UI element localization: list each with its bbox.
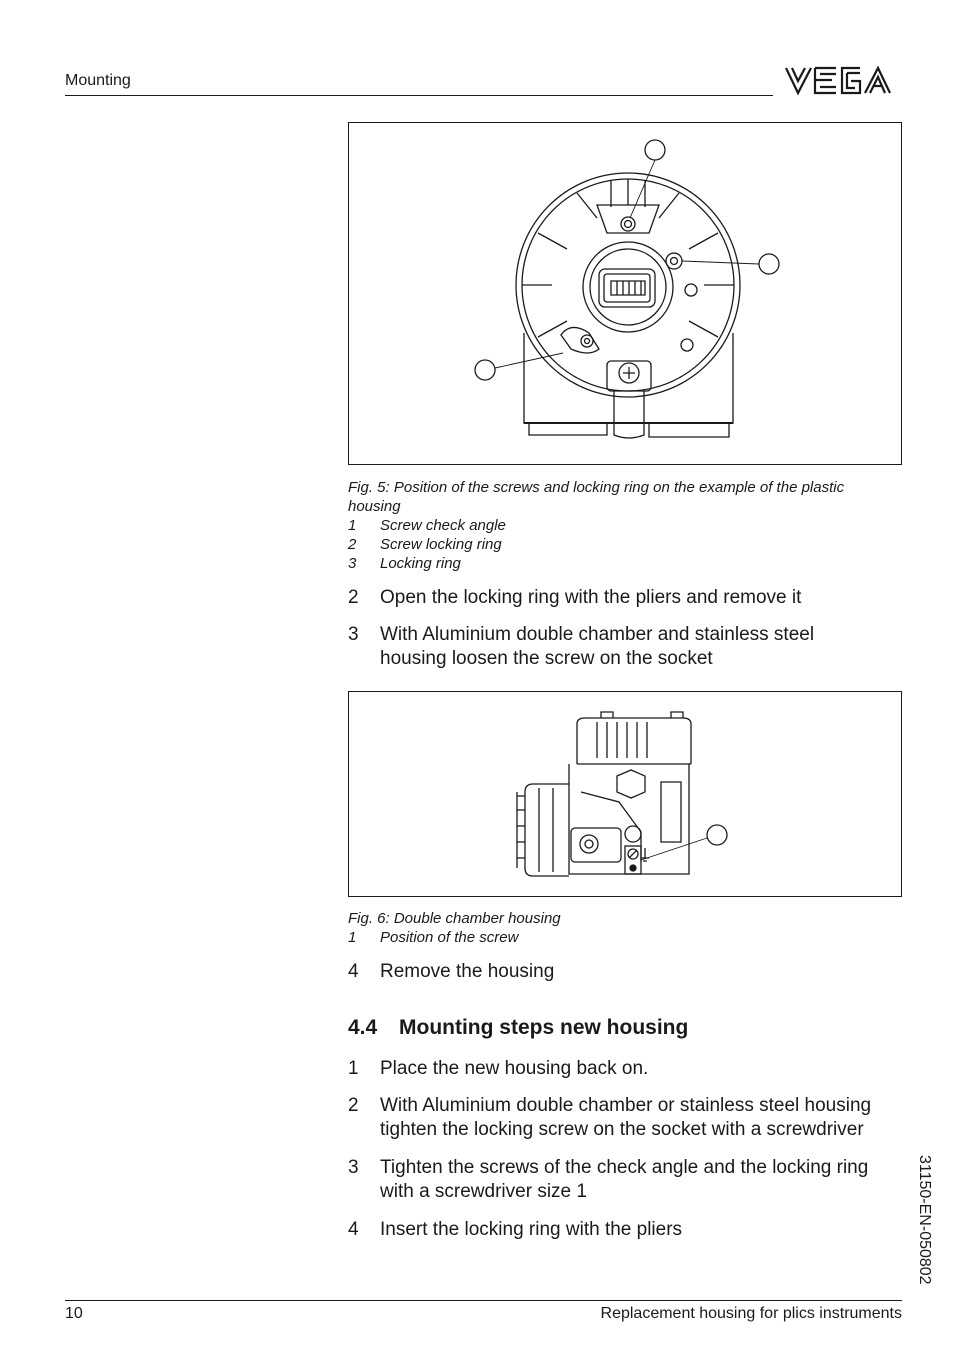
header-rule	[65, 95, 773, 96]
step-text: Insert the locking ring with the pliers	[380, 1219, 683, 1240]
step-number: 1	[348, 1058, 359, 1079]
housing-top-view-illustration	[349, 123, 901, 464]
step-item	[348, 623, 904, 671]
step-text: Tighten the screws of the check angle and the locking ring with a screwdriver size 1	[380, 1157, 869, 1202]
figure-5-legend-item	[348, 535, 902, 554]
step-number: 4	[348, 1219, 359, 1240]
step-text: Open the locking ring with the pliers and remove it	[380, 587, 802, 608]
step-item	[348, 1218, 904, 1242]
legend-number: 2	[348, 536, 357, 553]
legend-text: Screw locking ring	[380, 536, 502, 553]
vega-logo	[784, 62, 902, 98]
legend-number: 3	[348, 555, 357, 572]
figure-6-caption: Fig. 6: Double chamber housing	[348, 910, 561, 927]
footer-title: Replacement housing for plics instruments	[600, 1305, 902, 1322]
figure-6-legend-item	[348, 928, 902, 947]
section-heading	[348, 1016, 904, 1044]
figure-5-caption-line-2: housing	[348, 498, 401, 515]
section-number: 4.4	[348, 1016, 378, 1039]
document-number: 31150-EN-050802	[916, 1155, 933, 1285]
figure-5-plastic-housing	[348, 122, 902, 465]
step-item	[348, 960, 904, 984]
figure-5-legend-item	[348, 554, 902, 573]
step-number: 2	[348, 587, 359, 608]
step-text: With Aluminium double chamber and stainless steel housing loosen the screw on the socket	[380, 624, 815, 669]
step-number: 2	[348, 1095, 359, 1116]
step-text: Remove the housing	[380, 961, 555, 982]
step-item	[348, 1094, 904, 1142]
double-chamber-side-view-illustration	[349, 692, 901, 896]
footer-rule	[65, 1300, 902, 1301]
figure-5-caption	[348, 478, 902, 516]
step-item	[348, 586, 904, 610]
page-number: 10	[65, 1305, 83, 1322]
running-header: Mounting	[65, 72, 131, 89]
legend-text: Locking ring	[380, 555, 461, 572]
step-item	[348, 1156, 904, 1204]
legend-number: 1	[348, 517, 357, 534]
figure-6-double-chamber-housing	[348, 691, 902, 897]
figure-5-caption-line-1: Fig. 5: Position of the screws and locking ring on the example of the plastic	[348, 479, 845, 496]
step-item	[348, 1057, 904, 1081]
step-number: 4	[348, 961, 359, 982]
section-title: Mounting steps new housing	[399, 1016, 689, 1039]
legend-number: 1	[348, 929, 357, 946]
figure-5-legend-item	[348, 516, 902, 535]
step-text: Place the new housing back on.	[380, 1058, 649, 1079]
legend-text: Screw check angle	[380, 517, 506, 534]
legend-text: Position of the screw	[380, 929, 519, 946]
step-text: With Aluminium double chamber or stainless steel housing tighten the locking screw on the socket with a screwdriver	[380, 1095, 872, 1140]
step-number: 3	[348, 624, 359, 645]
step-number: 3	[348, 1157, 359, 1178]
